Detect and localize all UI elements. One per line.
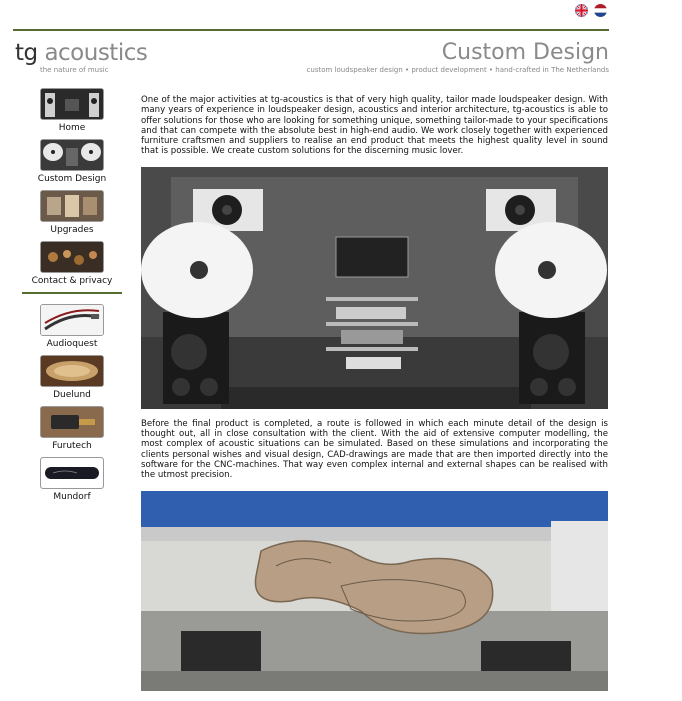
nav-divider <box>22 292 122 294</box>
nav-item-duelund[interactable] <box>22 355 122 400</box>
logo-acoustics: acoustics <box>44 40 148 66</box>
header-divider <box>13 29 609 31</box>
mundorf-thumbnail-icon <box>40 457 104 489</box>
cnc-machine-photo <box>141 491 608 691</box>
upgrades-thumbnail-icon <box>40 190 104 222</box>
nav-item-audioquest[interactable] <box>22 304 122 349</box>
page-subtitle: custom loudspeaker design • product development • hand-crafted in The Netherlands <box>306 66 609 74</box>
loudspeaker-system-photo <box>141 167 608 409</box>
nav-item-contact[interactable] <box>22 241 122 286</box>
nav-item-furutech[interactable] <box>22 406 122 451</box>
furutech-thumbnail-icon <box>40 406 104 438</box>
custom-design-thumbnail-icon <box>40 139 104 171</box>
contact-thumbnail-icon <box>40 241 104 273</box>
process-paragraph: Before the final product is completed, a route is followed in which each minute detail of the design is thought out, all in close consultation with the client. With the aid of extensive computer modelling, the most complex of acoustic situations can be simulated. Based on these simulations and incorporating the clients personal wishes and visual design, CAD-drawings are made that are then imported directly into the software for the CNC-machines. That way even complex internal and external shapes can be realised with the utmost precision. <box>141 418 608 481</box>
main-content <box>141 95 608 701</box>
nav-label-audioquest: Audioquest <box>46 339 98 349</box>
nav-label-upgrades: Upgrades <box>50 225 94 235</box>
logo-tg: tg <box>15 40 38 66</box>
home-thumbnail-icon <box>40 88 104 120</box>
site-tagline: the nature of music <box>40 66 109 74</box>
sidebar-nav <box>22 88 122 508</box>
nav-item-upgrades[interactable] <box>22 190 122 235</box>
nav-label-contact: Contact & privacy <box>31 276 113 286</box>
dutch-flag-icon[interactable] <box>594 4 607 17</box>
nav-item-home[interactable] <box>22 88 122 133</box>
language-switcher <box>575 4 607 17</box>
audioquest-thumbnail-icon <box>40 304 104 336</box>
nav-item-custom-design[interactable] <box>22 139 122 184</box>
duelund-thumbnail-icon <box>40 355 104 387</box>
intro-paragraph: One of the major activities at tg-acoustics is that of very high quality, tailor made loudspeaker design. With many years of experience in loudspeaker design, acoustics and interior architecture, tg-acoustics is able to offer solutions for those who are looking for something unique, something tailor-made to your specifications and that can compete with the absolute best in high-end audio. We work closely together with experienced furniture craftsmen and suppliers to realise an end product that meets the highest quality level in sound that is possible. We create custom solutions for the discerning music lover. <box>141 95 608 157</box>
site-logo[interactable] <box>15 40 147 66</box>
nav-label-duelund: Duelund <box>53 390 91 400</box>
nav-label-custom-design: Custom Design <box>37 174 107 184</box>
nav-label-mundorf: Mundorf <box>53 492 91 502</box>
nav-label-furutech: Furutech <box>52 441 92 451</box>
nav-label-home: Home <box>58 123 86 133</box>
page-title: Custom Design <box>441 40 609 65</box>
english-flag-icon[interactable] <box>575 4 588 17</box>
nav-item-mundorf[interactable] <box>22 457 122 502</box>
